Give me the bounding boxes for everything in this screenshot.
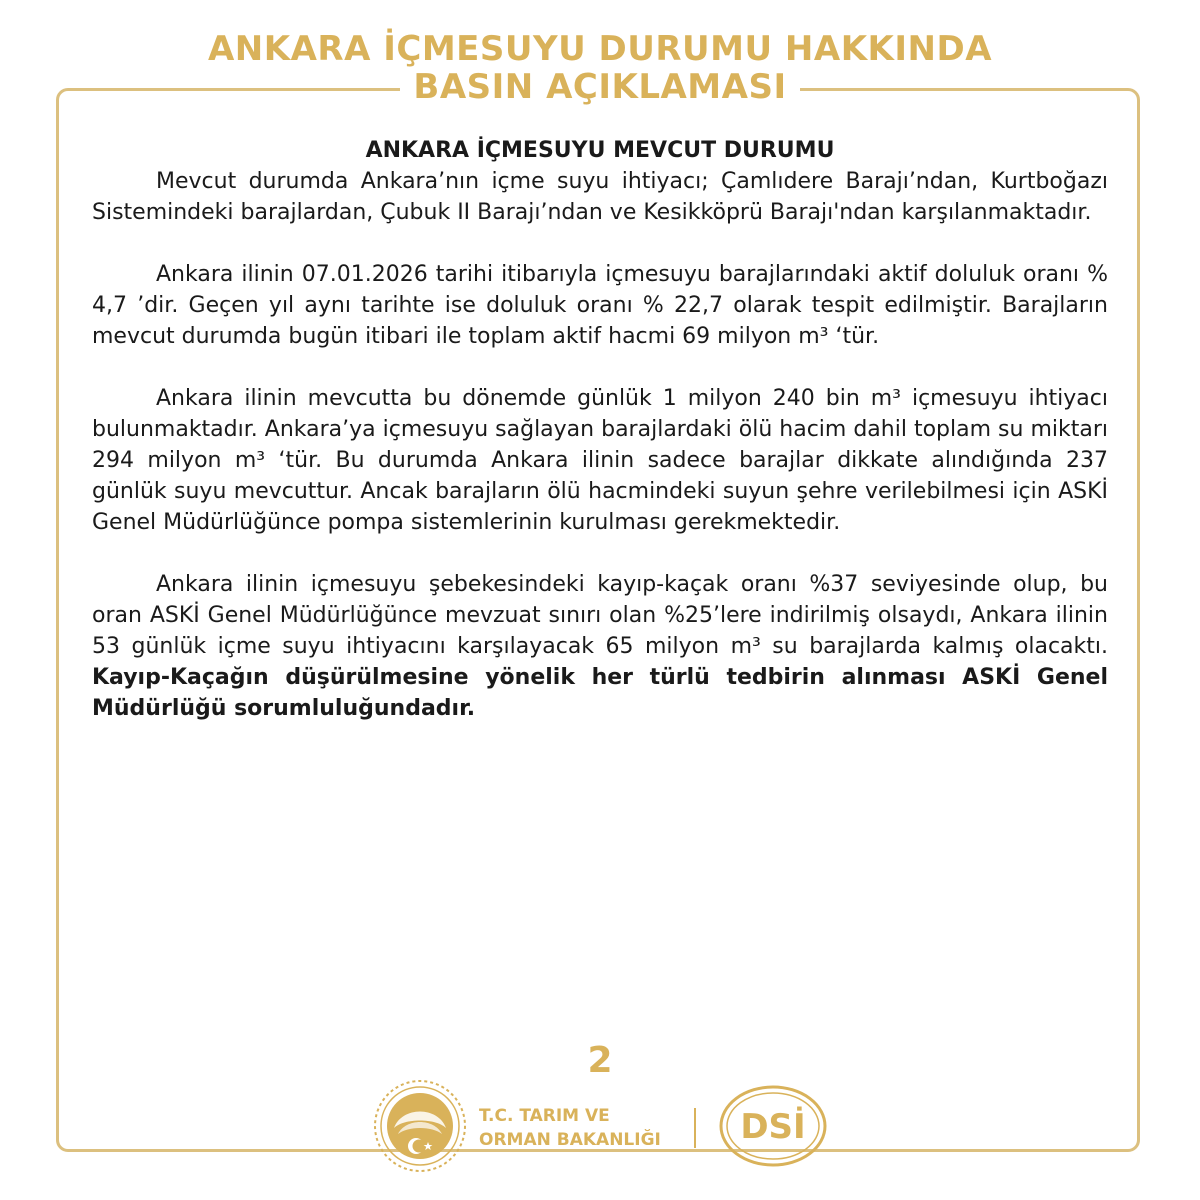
ministry-seal-icon xyxy=(372,1078,468,1174)
press-release-body xyxy=(92,136,1108,755)
paragraph-leakage-text: Ankara ilinin içmesuyu şebekesindeki kayıp-kaçak oranı %37 seviyesinde olup, bu oran ASKİ Genel Müdürlüğünce mevzuat sınırı olan %25’lere indirilmiş olsaydı, Ankara ilinin 53 günlük içme suyu ihtiyacını karşılayacak 65 milyon m³ su barajlarda kalmış olacaktı. xyxy=(92,572,1108,659)
section-heading: ANKARA İÇMESUYU MEVCUT DURUMU xyxy=(365,138,835,163)
page-number: 2 xyxy=(587,1040,613,1081)
page-title xyxy=(0,30,1200,106)
footer-divider xyxy=(694,1108,696,1148)
paragraph-leakage xyxy=(92,569,1108,724)
ministry-name-line2: ORMAN BAKANLIĞI xyxy=(479,1130,661,1150)
paragraph-occupancy-rate: Ankara ilinin 07.01.2026 tarihi itibarıyla içmesuyu barajlarındaki aktif doluluk oranı % 4,7 ’dir. Geçen yıl aynı tarihte ise doluluk oranı % 22,7 olarak tespit edilmiştir. Barajların mevcut durumda bugün itibari ile toplam aktif hacmi 69 milyon m³ ‘tür. xyxy=(92,262,1108,349)
ministry-name-line1: T.C. TARIM VE xyxy=(479,1106,610,1126)
paragraph-water-sources: Mevcut durumda Ankara’nın içme suyu ihtiyacı; Çamlıdere Barajı’ndan, Kurtboğazı Sistemindeki barajlardan, Çubuk II Barajı’ndan ve Kesikköprü Barajı'ndan karşılanmaktadır. xyxy=(92,169,1108,225)
dsi-logo-text: DSİ xyxy=(740,1107,806,1147)
ministry-name xyxy=(479,1104,661,1152)
paragraph-leakage-emphasis: Kayıp-Kaçağın düşürülmesine yönelik her türlü tedbirin alınması ASKİ Genel Müdürlüğü sorumluluğundadır. xyxy=(92,665,1108,721)
paragraph-daily-need: Ankara ilinin mevcutta bu dönemde günlük 1 milyon 240 bin m³ içmesuyu ihtiyacı bulunmaktadır. Ankara’ya içmesuyu sağlayan barajlardaki ölü hacim dahil toplam su miktarı 294 milyon m³ ‘tür. Bu durumda Ankara ilinin sadece barajlar dikkate alındığında 237 günlük suyu mevcuttur. Ancak barajların ölü hacmindeki suyun şehre verilebilmesi için ASKİ Genel Müdürlüğünce pompa sistemlerinin kurulması gerekmektedir. xyxy=(92,386,1108,535)
page-title-line2: BASIN AÇIKLAMASI xyxy=(413,67,787,107)
page-title-line1: ANKARA İÇMESUYU DURUMU HAKKINDA xyxy=(207,29,993,69)
dsi-logo xyxy=(718,1084,828,1168)
